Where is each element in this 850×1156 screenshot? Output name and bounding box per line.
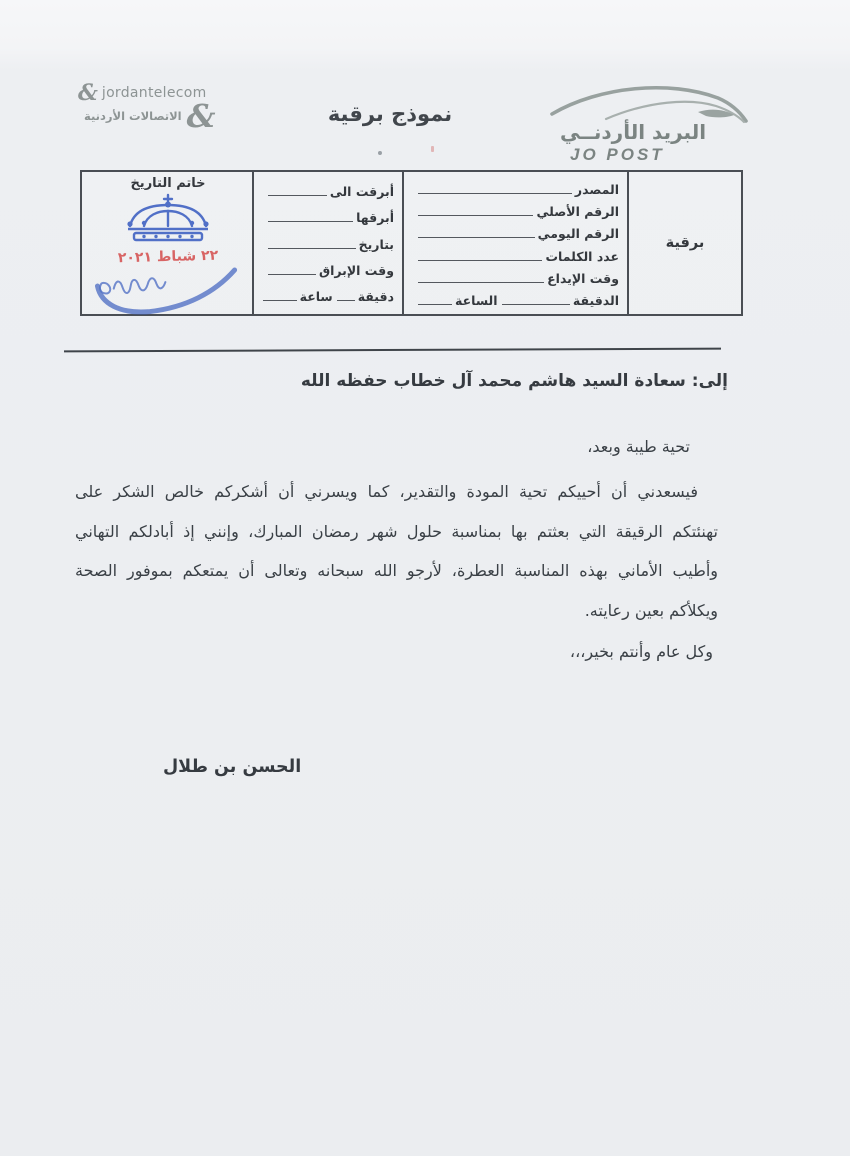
date-stamp-text: ٢٢ شباط ٢٠٢١ [117, 247, 219, 267]
field-transmission-time [264, 260, 394, 278]
body-line: وأطيب الأماني بهذه المناسبة العطرة، لأرجو الله سبحانه وتعالى أن يمتعكم بموفور الصحة [75, 561, 718, 580]
ampersand-icon: & [78, 80, 98, 106]
date-stamp-title: خاتم التاريخ [130, 176, 206, 191]
body-line: ويكلأكم بعين رعايته. [584, 600, 718, 620]
jordantelecom-logo [78, 80, 216, 135]
blank-line [418, 215, 533, 216]
jordantelecom-name-ar: الاتصالات الأردنية [84, 109, 182, 123]
deposit-fields-cell [402, 172, 627, 314]
field-label: بتاريخ [358, 236, 394, 252]
field-deposit-time [414, 268, 619, 286]
field-original-number [414, 201, 619, 219]
letter-greeting: تحية طيبة وبعد، [587, 437, 690, 456]
field-label: ساعة [299, 289, 333, 304]
field-label: عدد الكلمات [545, 248, 619, 264]
jopost-name-ar: البريد الأردنــي [560, 120, 707, 144]
signature-stamp-icon [90, 258, 244, 321]
jopost-name-en: JO POST [570, 145, 665, 164]
field-label: المصدر [574, 182, 619, 197]
blank-line [268, 248, 356, 249]
field-label: الدقيقة [572, 292, 619, 308]
jordantelecom-arabic-line [84, 97, 216, 135]
blank-line [418, 282, 544, 283]
field-source [414, 179, 619, 197]
ampersand-icon: & [186, 97, 216, 135]
blank-line [418, 237, 535, 238]
field-label: وقت الإيداع [547, 270, 619, 286]
blank-line [502, 304, 570, 305]
scan-artifact-mark [431, 146, 434, 152]
field-minute-hour [264, 286, 394, 304]
telegram-type-cell [627, 172, 741, 314]
blank-line [268, 195, 327, 196]
blank-line [418, 193, 572, 194]
letter-closing: وكل عام وأنتم بخير،،، [569, 642, 713, 661]
blank-line [337, 300, 355, 301]
blank-line [268, 221, 353, 222]
horizontal-divider [64, 348, 721, 353]
jordantelecom-name-en: jordantelecom [101, 85, 207, 101]
field-label: وقت الإبراق [318, 262, 394, 278]
signature-name: الحسن بن طلال [163, 757, 302, 777]
letter-recipient-line: إلى: سعادة السيد هاشم محمد آل خطاب حفظه الله [300, 371, 728, 391]
field-telegraphed-to [264, 181, 394, 199]
letter-body-paragraph [75, 472, 718, 630]
field-telegraphed-by [264, 207, 394, 225]
field-label: الساعة [455, 292, 498, 308]
field-label: أبرقت الى [329, 184, 394, 199]
jopost-logo [548, 78, 750, 165]
field-label: أبرقها [356, 210, 394, 226]
field-label: الرقم الأصلي [536, 204, 619, 220]
date-stamp-cell [84, 172, 252, 314]
telegram-form-table [80, 170, 743, 316]
body-line: تهنئتكم الرقيقة التي بعثتم بها بمناسبة حلول شهر رمضان المبارك، وإنني إذ أبادلكم التهاني [75, 521, 718, 541]
scan-artifact-dot [378, 151, 382, 155]
blank-line [268, 274, 316, 275]
jopost-swoosh-icon [548, 78, 750, 124]
blank-line [263, 300, 297, 301]
field-label: الرقم اليومي [537, 226, 619, 242]
blank-line [418, 304, 452, 305]
field-date [264, 234, 394, 252]
form-title: نموذج برقية [327, 102, 453, 126]
field-minute-hour [414, 290, 619, 308]
field-label: دقيقة [357, 289, 394, 304]
transmission-fields-cell [252, 172, 402, 314]
crown-stamp-icon [120, 192, 216, 244]
field-daily-number [414, 223, 619, 241]
body-line: فيسعدني أن أحييكم تحية المودة والتقدير، كما ويسرني أن أشكركم خالص الشكر على [75, 482, 698, 501]
field-word-count [414, 246, 619, 264]
blank-line [418, 260, 542, 261]
telegram-type-label: برقية [665, 235, 705, 251]
